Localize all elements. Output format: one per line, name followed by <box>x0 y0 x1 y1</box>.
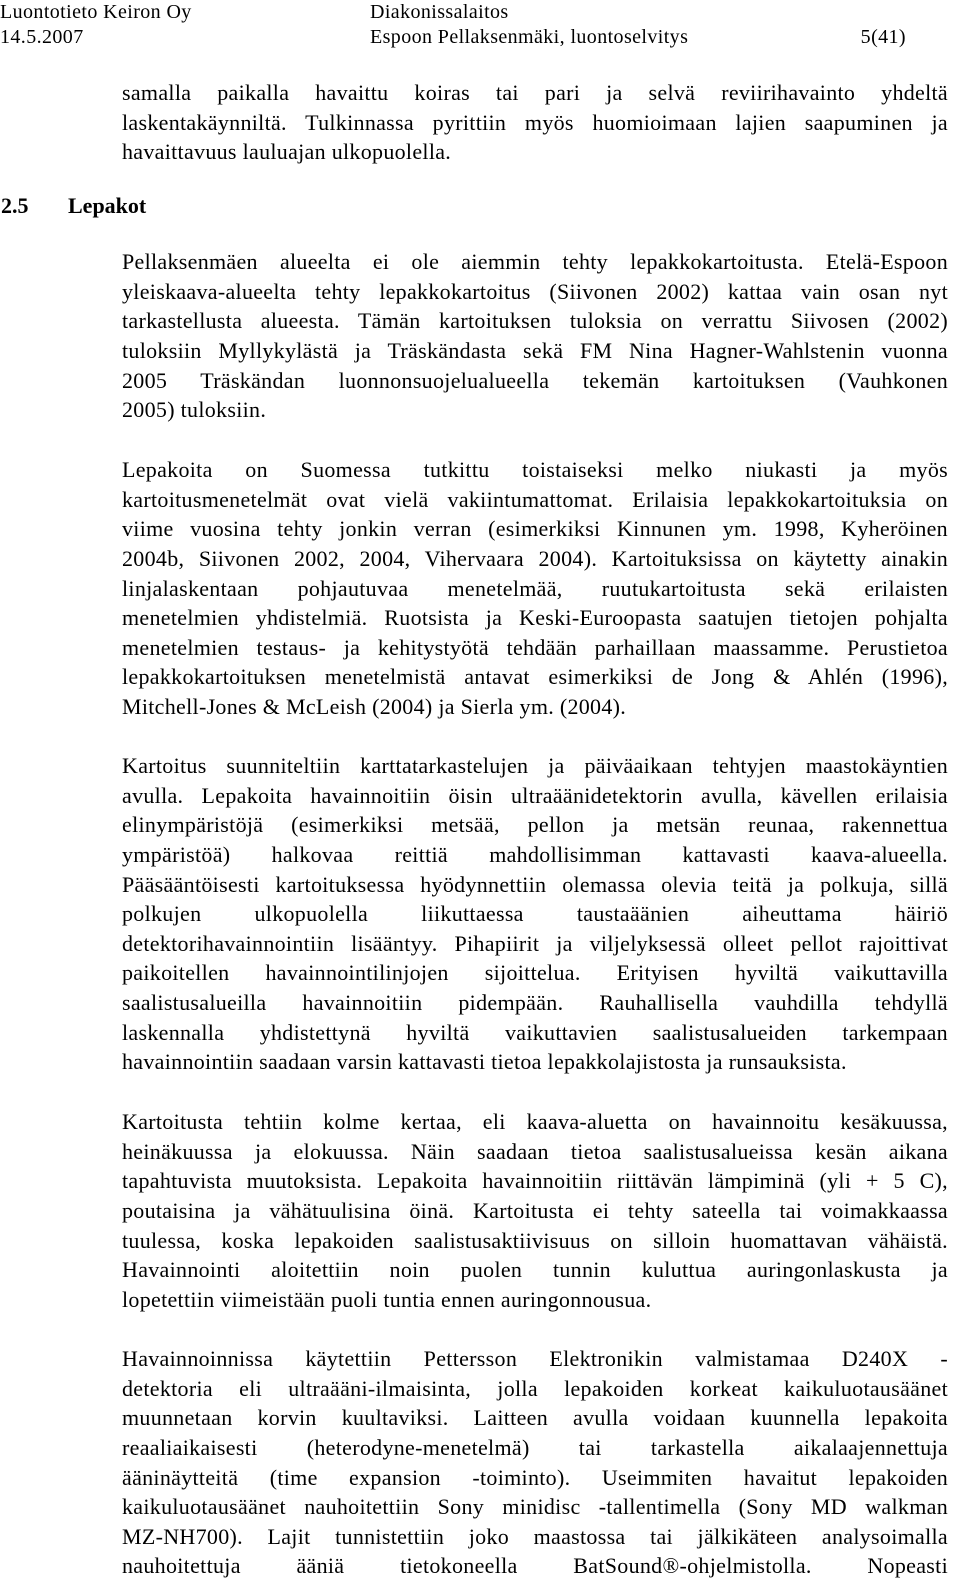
text-line: Havainnoinnissa käytettiin Pettersson Elektronikin valmistamaa D240X - <box>122 1346 948 1371</box>
text-line: tuulessa, koska lepakoiden saalistusaktiivisuus on silloin huomattavan vähäistä. <box>122 1227 948 1253</box>
header-left <box>0 0 192 50</box>
text-line: lepakkokartoituksen menetelmistä antavat esimerkiksi de Jong & Ahlén (1996), <box>122 664 948 690</box>
text-line: ääninäytteitä (time expansion -toiminto). Useimmiten havaitut lepakoiden <box>122 1464 948 1490</box>
text-line: Kartoitusta tehtiin kolme kertaa, eli kaava-aluetta on havainnoitu kesäkuussa, <box>122 1109 948 1134</box>
text-line: tapahtuvista muutoksista. Lepakoita havainnoitiin riittävän lämpiminä (yli + 5 C), <box>122 1168 948 1194</box>
text-line: yleiskaava-alueelta tehty lepakkokartoitus (Siivonen 2002) kattaa vain osan nyt <box>122 278 948 304</box>
text-line: 2005 Träskändan luonnonsuojelualueella tekemän kartoituksen (Vauhkonen <box>122 367 948 393</box>
text-line: kartoitusmenetelmät ovat vielä vakiintumattomat. Erilaisia lepakkokartoituksia on <box>122 486 948 512</box>
text-line: kaikuluotausäänet nauhoitettiin Sony minidisc -tallentimella (Sony MD walkman <box>122 1494 948 1520</box>
text-line: poutaisina ja vähätuulisina öinä. Kartoitusta ei tehty sateella tai voimakkaassa <box>122 1197 948 1223</box>
paragraph-4 <box>122 1107 948 1314</box>
header-date: 14.5.2007 <box>0 26 84 48</box>
header-client: Diakonissalaitos <box>370 1 509 23</box>
text-line: Mitchell-Jones & McLeish (2004) ja Sierla ym. (2004). <box>122 694 627 720</box>
text-line: muunnetaan korvin kuultaviksi. Laitteen avulla voidaan kuunnella lepakoita <box>122 1405 948 1431</box>
text-line: samalla paikalla havaittu koiras tai pari ja selvä reviirihavainto yhdeltä <box>122 80 948 105</box>
text-line: MZ-NH700). Lajit tunnistettiin joko maastossa tai jälkikäteen analysoimalla <box>122 1523 948 1549</box>
text-line: lopetettiin viimeistään puoli tuntia ennen auringonnousua. <box>122 1286 652 1312</box>
text-line: laskennalla yhdistettynä hyviltä vaikuttavien saalistusalueiden tarkempaan <box>122 1019 948 1045</box>
section-number: 2.5 <box>1 193 29 218</box>
text-line: Lepakoita on Suomessa tutkittu toistaiseksi melko niukasti ja myös <box>122 457 948 482</box>
text-line: laskentakäynniltä. Tulkinnassa pyrittiin myös huomioimaan lajien saapuminen ja <box>122 109 948 135</box>
text-line: reaaliaikaisesti (heterodyne-menetelmä) tai tarkastella aikalaajennettuja <box>122 1434 948 1460</box>
text-line: heinäkuussa ja elokuussa. Näin saadaan tietoa saalistusalueissa kesän aikana <box>122 1138 948 1164</box>
text-line: tuloksiin Myllykylästä ja Träskändasta sekä FM Nina Hagner-Wahlstenin vuonna <box>122 337 948 363</box>
text-line: menetelmien yhdistelmiä. Ruotsista ja Keski-Euroopasta saatujen tietojen pohjalta <box>122 605 948 631</box>
text-line: Kartoitus suunniteltiin karttatarkastelujen ja päiväaikaan tehtyjen maastokäyntien <box>122 753 948 778</box>
text-line: 2004b, Siivonen 2002, 2004, Vihervaara 2004). Kartoituksissa on käytetty ainakin <box>122 545 948 571</box>
text-line: Pellaksenmäen alueelta ei ole aiemmin tehty lepakkokartoitusta. Etelä-Espoon <box>122 249 948 274</box>
text-line: detektorihavainnointiin lisääntyy. Pihapiirit ja viljelyksessä olleet pellot rajoittivat <box>122 930 948 956</box>
header-report-title: Espoon Pellaksenmäki, luontoselvitys <box>370 26 689 48</box>
paragraph-2 <box>122 455 948 722</box>
text-line: menetelmien testaus- ja kehitystyötä tehdään parhaillaan maassamme. Perustietoa <box>122 634 948 660</box>
paragraph-5 <box>122 1344 948 1581</box>
paragraph-3 <box>122 751 948 1077</box>
paragraph-1 <box>122 247 948 425</box>
text-line: viime vuosina tehty jonkin verran (esimerkiksi Kinnunen ym. 1998, Kyheröinen <box>122 516 948 542</box>
section-title: Lepakot <box>68 193 147 218</box>
text-line: detektoria eli ultraääni-ilmaisinta, jolla lepakoiden korkeat kaikuluotausäänet <box>122 1375 948 1401</box>
text-line: polkujen ulkopuolella liikuttaessa taustaäänien aiheuttama häiriö <box>122 901 948 927</box>
text-line: nauhoitettuja ääniä tietokoneella BatSound®-ohjelmistolla. Nopeasti <box>122 1553 948 1579</box>
text-line: Pääsääntöisesti kartoituksessa hyödynnettiin olemassa olevia teitä ja polkuja, sillä <box>122 871 948 897</box>
text-line: avulla. Lepakoita havainnoitiin öisin ultraäänidetektorin avulla, kävellen erilaisia <box>122 782 948 808</box>
header-center <box>370 0 688 50</box>
paragraph-continuation <box>122 78 948 167</box>
text-line: elinympäristöjä (esimerkiksi metsää, pellon ja metsän reunaa, rakennettua <box>122 812 948 838</box>
text-line: 2005) tuloksiin. <box>122 397 267 423</box>
text-line: havaittavuus lauluajan ulkopuolella. <box>122 139 452 165</box>
section-heading <box>0 191 300 221</box>
text-line: tarkastellusta alueesta. Tämän kartoituksen tuloksia on verrattu Siivosen (2002) <box>122 308 948 334</box>
text-line: havainnointiin saadaan varsin kattavasti tietoa lepakkolajistosta ja runsauksista. <box>122 1049 847 1075</box>
text-line: linjalaskentaan pohjautuvaa menetelmää, ruutukartoitusta sekä erilaisten <box>122 575 948 601</box>
text-line: paikoitellen havainnointilinjojen sijoittelua. Erityisen hyviltä vaikuttavilla <box>122 960 948 986</box>
text-line: saalistusalueilla havainnoitiin pidempään. Rauhallisella vauhdilla tehdyllä <box>122 990 948 1016</box>
text-line: Havainnointi aloitettiin noin puolen tunnin kuluttua auringonlaskusta ja <box>122 1257 948 1283</box>
text-line: ympäristöä) halkovaa reittiä mahdollisimman kattavasti kaava-alueella. <box>122 841 948 867</box>
header-page-number: 5(41) <box>860 26 906 48</box>
header-organization: Luontotieto Keiron Oy <box>0 1 192 23</box>
